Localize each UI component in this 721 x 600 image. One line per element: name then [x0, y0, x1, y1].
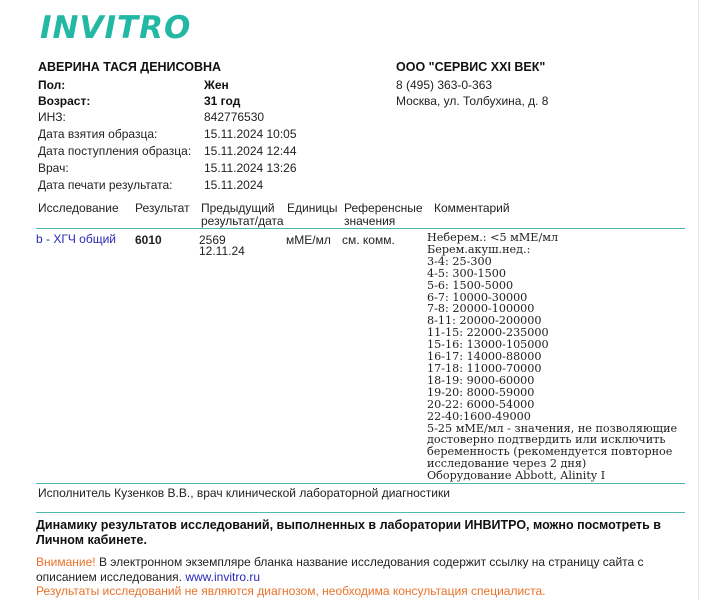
comment-line: Неберем.: <5 мМЕ/мл	[427, 231, 559, 244]
page-edge-divider	[698, 0, 699, 600]
comment-line: 16-17: 14000-88000	[427, 350, 542, 364]
footer-rule	[36, 512, 685, 513]
previous-value: 2569	[199, 233, 226, 247]
attention-text: В электронном экземпляре бланка название исследования содержит ссылку на страницу сайта с описанием исследования.	[36, 555, 644, 584]
age-value: 31 год	[204, 94, 241, 108]
comment-line: 19-20: 8000-59000	[427, 385, 535, 399]
sample-received-label: Дата поступления образца:	[38, 144, 192, 158]
order-id-label: ИНЗ:	[38, 110, 66, 124]
comment-line: 8-11: 20000-200000	[427, 314, 542, 328]
attention-label: Внимание!	[36, 555, 96, 569]
table-header-rule	[36, 228, 685, 229]
comment-line: достоверно подтвердить или исключить	[427, 433, 666, 447]
lab-name: ООО "СЕРВИС XXI ВЕК"	[396, 60, 546, 74]
previous-date: 12.11.24	[199, 244, 245, 258]
reference-value: см. комм.	[342, 233, 395, 247]
invitro-site-link[interactable]: www.invitro.ru	[185, 569, 261, 584]
comment-line: 20-22: 6000-54000	[427, 397, 535, 411]
print-date-value: 15.11.2024	[204, 178, 264, 192]
result-value: 6010	[135, 233, 162, 247]
order-id-value: 842776530	[204, 110, 265, 124]
header-reference-line1: Референсные	[344, 201, 423, 215]
comment-line: беременность (рекомендуется повторное	[427, 445, 673, 459]
comment-line: 4-5: 300-1500	[427, 266, 506, 280]
comment-line: 7-8: 20000-100000	[427, 302, 535, 316]
invitro-logo: INVITRO	[40, 10, 192, 46]
sample-taken-value: 15.11.2024 10:05	[204, 127, 297, 141]
disclaimer-text: Результаты исследований не являются диагнозом, необходима консультация специалиста.	[36, 584, 546, 598]
units-value: мМЕ/мл	[286, 233, 331, 247]
sex-label: Пол:	[38, 78, 66, 92]
header-previous-line2: результат/дата	[201, 214, 284, 228]
dynamics-note: Динамику результатов исследований, выполненных в лаборатории ИНВИТРО, можно посмотреть в Личном кабинете.	[36, 518, 661, 547]
header-reference	[344, 202, 423, 228]
comment-line: 3-4: 25-300	[427, 254, 492, 268]
comment-line: исследование через 2 дня)	[427, 457, 587, 471]
comment-line: 15-16: 13000-105000	[427, 338, 549, 352]
sex-value: Жен	[204, 78, 229, 92]
doctor-value: 15.11.2024 13:26	[204, 161, 297, 175]
lab-address: Москва, ул. Толбухина, д. 8	[396, 94, 549, 108]
executor-line: Исполнитель Кузенков В.В., врач клинической лабораторной диагностики	[38, 486, 450, 500]
sample-received-value: 15.11.2024 12:44	[204, 144, 297, 158]
doctor-label: Врач:	[38, 161, 69, 175]
header-result: Результат	[135, 201, 190, 215]
comment-line: 18-19: 9000-60000	[427, 373, 535, 387]
header-previous	[201, 202, 284, 228]
comment-line: Оборудование Abbott, Alinity I	[427, 469, 606, 483]
comment-line: 17-18: 11000-70000	[427, 361, 542, 375]
comment-line: 11-15: 22000-235000	[427, 326, 549, 340]
header-comment: Комментарий	[434, 201, 510, 215]
print-date-label: Дата печати результата:	[38, 178, 173, 192]
comment-block	[427, 232, 687, 482]
comment-line: 5-6: 1500-5000	[427, 278, 514, 292]
table-bottom-rule	[36, 483, 685, 484]
test-name-link[interactable]: b - ХГЧ общий	[36, 232, 116, 246]
sample-taken-label: Дата взятия образца:	[38, 127, 158, 141]
comment-line: 22-40:1600-49000	[427, 409, 531, 423]
lab-phone: 8 (495) 363-0-363	[396, 78, 493, 92]
attention-note	[36, 555, 696, 584]
header-test: Исследование	[38, 201, 119, 215]
comment-line: 5-25 мМЕ/мл - значения, не позволяющие	[427, 421, 678, 435]
header-reference-line2: значения	[344, 214, 396, 228]
patient-name: АВЕРИНА ТАСЯ ДЕНИСОВНА	[38, 60, 222, 74]
comment-line: Берем.акуш.нед.:	[427, 242, 531, 256]
header-previous-line1: Предыдущий	[201, 201, 275, 215]
header-units: Единицы	[287, 201, 338, 215]
age-label: Возраст:	[38, 94, 91, 108]
comment-line: 6-7: 10000-30000	[427, 290, 528, 304]
